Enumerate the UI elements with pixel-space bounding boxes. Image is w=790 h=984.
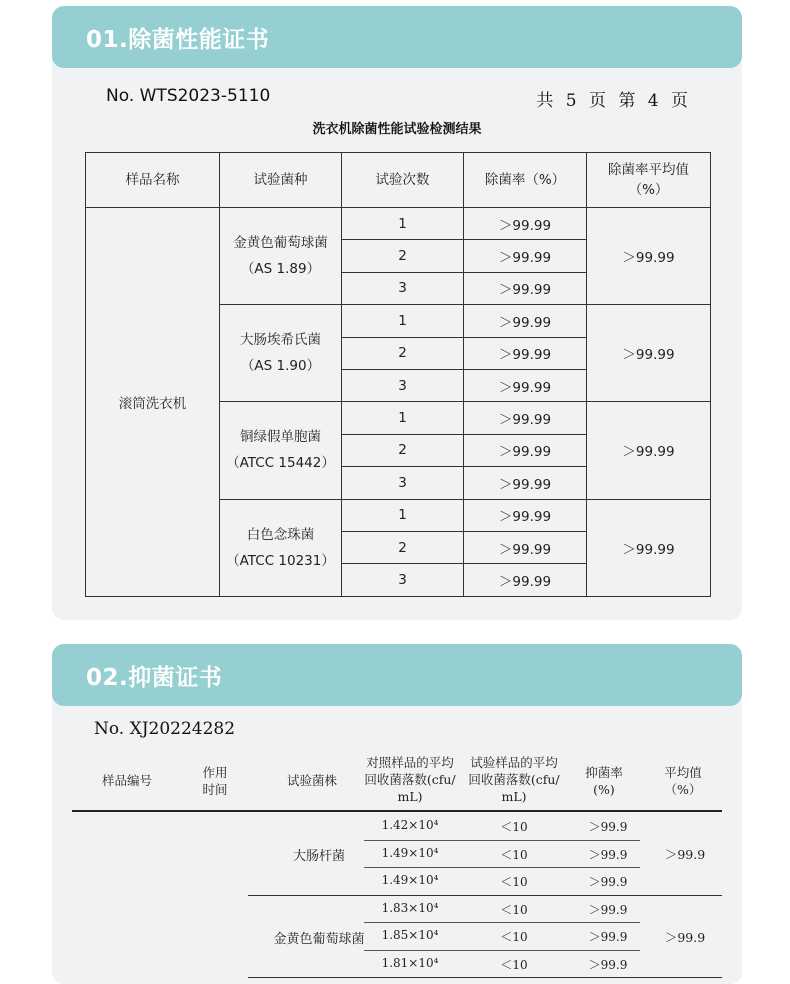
header-sample-name: 样品名称 <box>86 153 220 208</box>
antibacterial-performance-card <box>52 6 742 620</box>
report-number: No. WTS2023-5110 <box>106 86 271 106</box>
control-count: 1.83×10⁴ <box>381 900 439 915</box>
control-count: 1.85×10⁴ <box>381 928 439 942</box>
strain-cell: 金黄色葡萄球菌 <box>273 931 365 947</box>
trial-number: 1 <box>342 499 464 531</box>
control-count: 1.49×10⁴ <box>381 845 439 860</box>
removal-rate: ＞99.99 <box>464 240 587 272</box>
table-row <box>72 840 722 868</box>
average-rate: ＞99.99 <box>587 305 711 402</box>
table-row <box>86 208 711 240</box>
section-title: 02.抑菌证书 <box>86 664 223 691</box>
antibacterial-certificate-card <box>52 644 742 984</box>
table-header-row <box>86 153 711 208</box>
trial-number: 1 <box>342 208 464 240</box>
average-rate: ＞99.99 <box>587 499 711 596</box>
strain-code: （AS 1.89） <box>240 261 321 278</box>
removal-rate: ＞99.99 <box>464 499 587 531</box>
strain-name: 大肠埃希氏菌 <box>240 332 321 349</box>
table-header-row <box>72 744 722 812</box>
strain-cell <box>220 208 342 305</box>
strain-cell <box>220 402 342 499</box>
section-title: 01.除菌性能证书 <box>86 26 270 53</box>
table-row <box>72 922 722 950</box>
table-row <box>72 867 722 895</box>
table-row <box>72 950 722 978</box>
strain-code: （ATCC 15442） <box>226 455 335 472</box>
trial-number: 2 <box>342 434 464 466</box>
strain-cell: 大肠杆菌 <box>292 849 345 865</box>
trial-number: 3 <box>342 467 464 499</box>
average-rate: ＞99.9 <box>664 847 706 863</box>
inhibition-results-table <box>72 744 722 972</box>
section-header <box>52 6 742 68</box>
removal-rate: ＞99.99 <box>464 564 587 596</box>
strain-code: （AS 1.90） <box>240 358 321 375</box>
header-time: 作用时间 <box>202 765 228 797</box>
inhibition-rate: ＞99.9 <box>588 847 628 862</box>
strain-name: 白色念珠菌 <box>246 526 315 543</box>
strain-code: （ATCC 10231） <box>226 552 335 569</box>
trial-number: 3 <box>342 272 464 304</box>
table-row <box>72 895 722 923</box>
header-trials: 试验次数 <box>342 153 464 208</box>
inhibition-rate: ＞99.9 <box>588 930 628 944</box>
removal-rate: ＞99.99 <box>464 208 587 240</box>
removal-rate: ＞99.99 <box>464 467 587 499</box>
removal-rate: ＞99.99 <box>464 337 587 369</box>
header-rate: 除菌率（%） <box>464 153 587 208</box>
removal-rate: ＞99.99 <box>464 434 587 466</box>
table-title: 洗衣机除菌性能试验检测结果 <box>312 122 482 137</box>
table-row <box>72 812 722 840</box>
removal-rate: ＞99.99 <box>464 402 587 434</box>
trial-number: 2 <box>342 337 464 369</box>
header-control: 对照样品的平均回收菌落数(cfu/ mL) <box>364 755 456 804</box>
average-rate: ＞99.99 <box>587 208 711 305</box>
control-count: 1.81×10⁴ <box>381 955 439 970</box>
test-count: ＜10 <box>500 847 528 862</box>
trial-number: 3 <box>342 564 464 596</box>
inhibition-rate: ＞99.9 <box>588 957 628 972</box>
group-divider <box>248 977 722 978</box>
trial-number: 1 <box>342 402 464 434</box>
average-rate: ＞99.99 <box>587 402 711 499</box>
inhibition-rate: ＞99.9 <box>588 820 628 834</box>
trial-number: 2 <box>342 240 464 272</box>
test-count: ＜10 <box>500 957 528 972</box>
inhibition-rate: ＞99.9 <box>588 902 628 917</box>
trial-number: 3 <box>342 369 464 401</box>
strain-name: 铜绿假单胞菌 <box>240 429 321 446</box>
header-rate: 抑菌率(%) <box>585 765 623 797</box>
test-count: ＜10 <box>500 902 528 917</box>
sample-name-cell: 滚筒洗衣机 <box>86 208 220 597</box>
strain-name: 金黄色葡萄球菌 <box>233 235 328 252</box>
test-count: ＜10 <box>500 930 528 944</box>
trial-number: 2 <box>342 531 464 563</box>
section-header <box>52 644 742 706</box>
header-average: 除菌率平均值（%） <box>587 153 711 208</box>
header-strain: 试验菌株 <box>286 773 337 788</box>
removal-rate: ＞99.99 <box>464 531 587 563</box>
header-sample-no: 样品编号 <box>101 773 152 788</box>
control-count: 1.49×10⁴ <box>381 873 439 887</box>
header-strain: 试验菌种 <box>220 153 342 208</box>
sterilization-results-table <box>85 152 711 597</box>
control-count: 1.42×10⁴ <box>381 818 439 832</box>
average-rate: ＞99.9 <box>664 929 706 945</box>
header-average: 平均值（%） <box>664 765 702 797</box>
strain-cell <box>220 305 342 402</box>
test-count: ＜10 <box>500 820 528 834</box>
removal-rate: ＞99.99 <box>464 272 587 304</box>
removal-rate: ＞99.99 <box>464 369 587 401</box>
inhibition-rate: ＞99.9 <box>588 875 628 889</box>
test-count: ＜10 <box>500 875 528 889</box>
trial-number: 1 <box>342 305 464 337</box>
report-number: No. XJ20224282 <box>94 719 236 739</box>
page-info: 共 5 页 第 4 页 <box>536 91 690 111</box>
header-test: 试验样品的平均回收菌落数(cfu/ mL) <box>468 755 560 804</box>
removal-rate: ＞99.99 <box>464 305 587 337</box>
strain-cell <box>220 499 342 596</box>
